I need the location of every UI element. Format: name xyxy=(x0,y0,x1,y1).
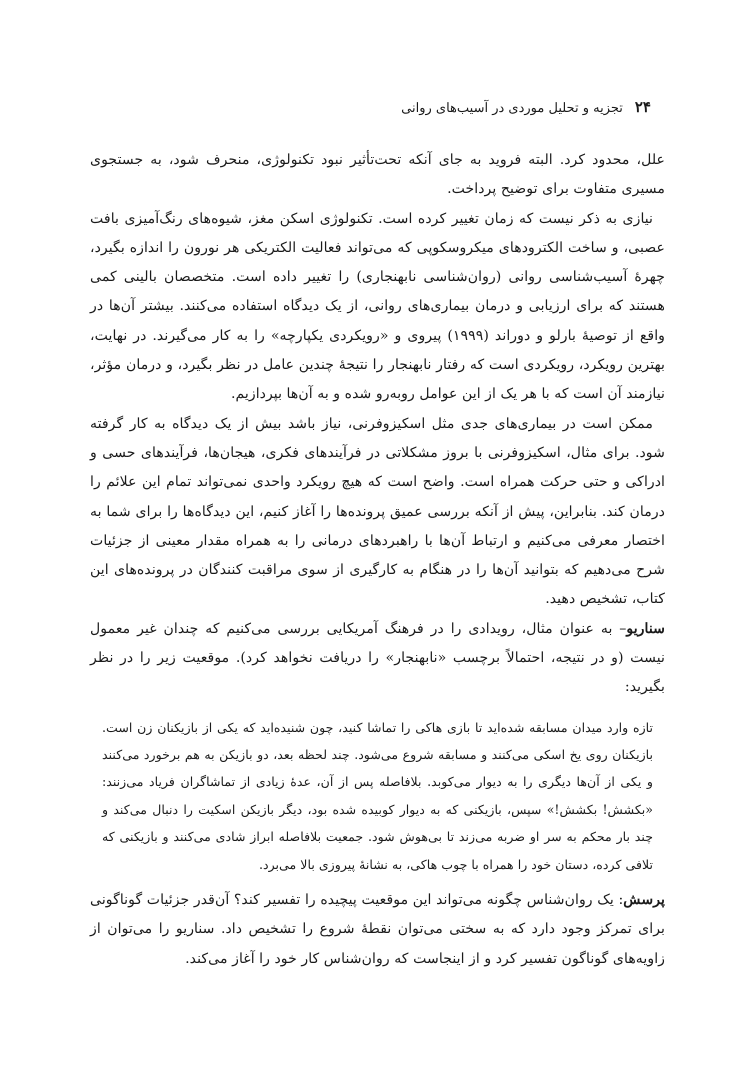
running-header xyxy=(98,98,651,118)
paragraph-3: ممکن است در بیماری‌های جدی مثل اسکیزوفرنی، نیاز باشد بیش از یک دیدگاه به کار گرفته شود. برای مثال، اسکیزوفرنی با بروز مشکلاتی در فرآیندهای فکری، هیجان‌ها، فرآیندهای حسی و ادراکی و حتی حرکت همراه است. واضح است که هیچ رویکرد واحدی نمی‌تواند تمام این علائم را درمان کند. بنابراین، پیش از آنکه بررسی عمیق پرونده‌ها را آغاز کنیم، این دیدگاه‌ها را برای شما به اختصار معرفی می‌کنیم و ارتباط آن‌ها با راهبردهای درمانی را به همراه مقدار معینی از جزئیات شرح می‌دهیم که بتوانید آن‌ها را در هنگام به کارگیری از سوی مراقبت کنندگان در پرونده‌های این کتاب، تشخیص دهید. xyxy=(90,415,665,608)
scenario-block: تازه وارد میدان مسابقه شده‌اید تا بازی هاکی را تماشا کنید، چون شنیده‌اید که یکی از بازیکنان زن است. بازیکنان روی یخ اسکی می‌کنند و مسابقه شروع می‌شود. چند لحظه بعد، دو بازیکن به هم برخورد می‌کنند و یکی از آن‌ها دیگری را به دیوار می‌کوبد. بلافاصله پس از آن، عدهٔ زیادی از تماشاگران فریاد می‌زنند: «بکشش! بکشش!» سپس، بازیکنی که به دیوار کوبیده شده بود، دیگر بازیکن اسکیت را دنبال می‌کند و چند بار محکم به سر او ضربه می‌زند تا بی‌هوش شود. جمعیت بلافاصله ابراز شادی می‌کنند و بازیکنی که تلافی کرده، دستان خود را همراه با چوب هاکی، به نشانهٔ پیروزی بالا می‌برد. xyxy=(102,719,653,872)
scenario-intro-text: – به عنوان مثال، رویدادی را در فرهنگ آمریکایی بررسی می‌کنیم که چندان غیر معمول نیست (و در نتیجه، احتمالاً برچسب «نابهنجار» را دریافت نخواهد کرد). موقعیت زیر را در نظر بگیرید: xyxy=(90,620,665,696)
paragraph-question xyxy=(90,886,665,974)
question-text: : یک روان‌شناس چگونه می‌تواند این موقعیت پیچیده را تفسیر کند؟ آن‌قدر جزئیات گوناگونی برای تمرکز وجود دارد که به سختی می‌توان نقطهٔ شروع را تشخیص داد. سناریو را می‌توان از زاویه‌های گوناگون تفسیر کرد و از اینجاست که روان‌شناس کار خود را آغاز می‌کند. xyxy=(90,892,665,967)
page-number: ۲۴ xyxy=(634,98,651,116)
question-label: پرسش xyxy=(623,892,665,909)
paragraph-scenario-intro xyxy=(90,615,665,703)
scenario-label: سناریو xyxy=(626,620,665,637)
body-text xyxy=(90,146,665,974)
paragraph-1: علل، محدود کرد. البته فروید به جای آنکه تحت‌تأثیر نبود تکنولوژی، منحرف شود، به جستجوی مسیری متفاوت برای توضیح پرداخت. xyxy=(90,152,665,198)
running-title: تجزیه و تحلیل موردی در آسیب‌های روانی xyxy=(401,101,623,116)
paragraph-2: نیازی به ذکر نیست که زمان تغییر کرده است. تکنولوژی اسکن مغز، شیوه‌های رنگ‌آمیزی بافت عصبی، و ساخت الکترودهای میکروسکوپی که می‌تواند فعالیت الکتریکی هر نورون را اندازه بگیرد، چهرهٔ آسیب‌شناسی روانی (روان‌شناسی نابهنجاری) را تغییر داده است. متخصصان بالینی کمی هستند که برای ارزیابی و درمان بیماری‌های روانی، از یک دیدگاه استفاده می‌کنند. بیشتر آن‌ها در واقع از توصیهٔ بارلو و دوراند (۱۹۹۹) پیروی و «رویکردی یکپارچه» را به کار می‌گیرند. در نهایت، بهترین رویکرد، رویکردی است که رفتار نابهنجار را نتیجهٔ چندین عامل در نظر بگیرد، و درمان مؤثر، نیازمند آن است که با هر یک از این عوامل روبه‌رو شده و به آن‌ها بپردازیم. xyxy=(90,210,665,403)
